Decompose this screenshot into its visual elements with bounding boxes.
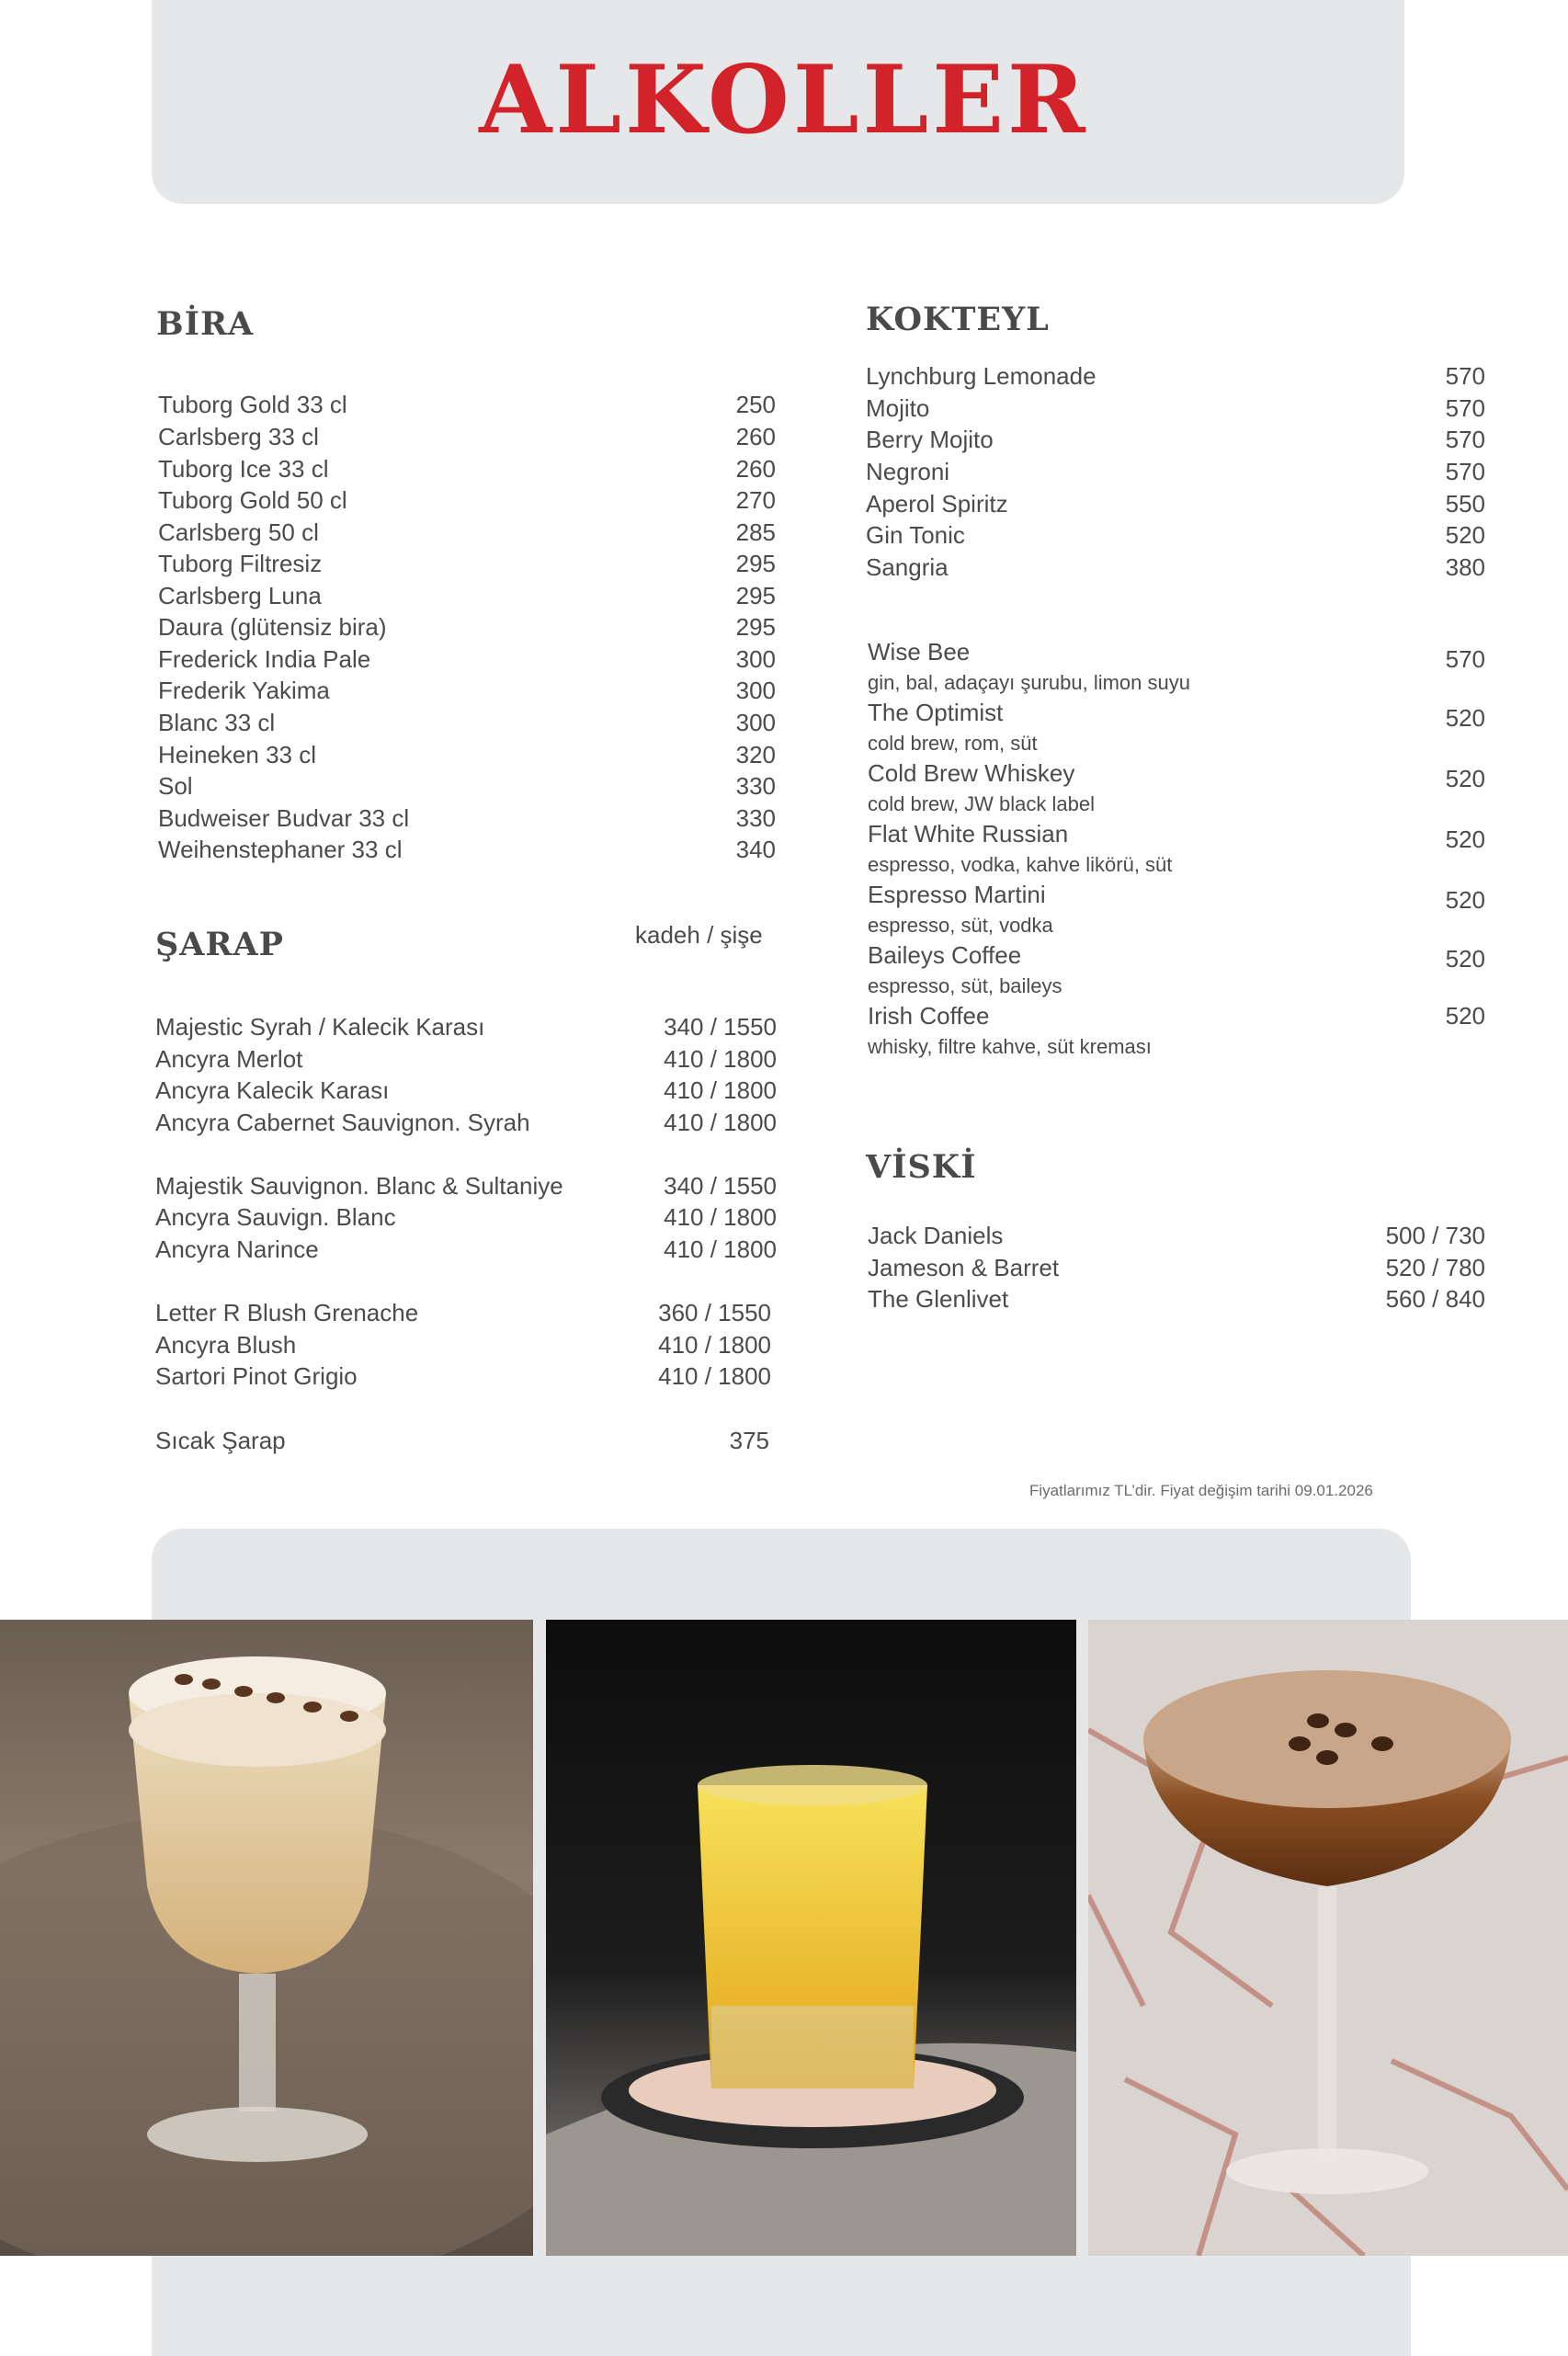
- item-name: Frederick India Pale: [158, 645, 371, 673]
- list-item: [158, 552, 776, 575]
- item-price: 375: [729, 1427, 769, 1454]
- kokteyl-section-title: KOKTEYL: [866, 301, 1050, 338]
- list-item: [158, 806, 776, 830]
- item-name: Ancyra Cabernet Sauvignon. Syrah: [155, 1109, 530, 1136]
- item-price: 560 / 840: [1385, 1285, 1485, 1313]
- item-price: 320: [735, 741, 776, 768]
- item-price: 570: [1445, 394, 1485, 422]
- list-item: [155, 1301, 771, 1325]
- item-name: Aperol Spiritz: [866, 490, 1008, 518]
- item-price: 295: [735, 613, 776, 641]
- list-item: [868, 638, 1485, 673]
- list-item: [866, 555, 1485, 579]
- item-price: 520: [1445, 704, 1485, 732]
- item-name: Sıcak Şarap: [155, 1427, 286, 1454]
- item-name: Irish Coffee: [868, 1002, 990, 1030]
- item-price: 285: [735, 518, 776, 546]
- list-item: [866, 523, 1485, 547]
- item-price: 520: [1445, 765, 1485, 792]
- list-item: [868, 1224, 1485, 1247]
- item-name: Carlsberg 50 cl: [158, 518, 319, 546]
- price-note: Fiyatlarımız TL’dir. Fiyat değişim tarihi 09.01.2026: [1029, 1482, 1373, 1499]
- list-item: [868, 1004, 1485, 1028]
- item-name: Jack Daniels: [868, 1222, 1004, 1249]
- item-name: Sartori Pinot Grigio: [155, 1362, 358, 1390]
- item-name: Ancyra Narince: [155, 1235, 319, 1263]
- item-name: Budweiser Budvar 33 cl: [158, 804, 410, 832]
- list-item: [866, 364, 1485, 388]
- list-item: [158, 743, 776, 767]
- item-price: 340 / 1550: [664, 1172, 777, 1200]
- item-name: Tuborg Ice 33 cl: [158, 455, 329, 483]
- item-price: 330: [735, 772, 776, 800]
- list-item: [158, 488, 776, 512]
- item-price: 520 / 780: [1385, 1254, 1485, 1281]
- item-price: 295: [735, 582, 776, 609]
- item-name: Gin Tonic: [866, 521, 965, 549]
- sarap-section-title: ŞARAP: [155, 926, 284, 963]
- item-name: Weihenstephaner 33 cl: [158, 836, 403, 863]
- item-price: 520: [1445, 945, 1485, 973]
- list-item: [158, 425, 776, 449]
- item-name: Daura (glütensiz bira): [158, 613, 387, 641]
- item-name: Tuborg Gold 33 cl: [158, 391, 347, 418]
- item-price: 300: [735, 677, 776, 704]
- list-item: [868, 1287, 1485, 1311]
- item-price: 520: [1445, 886, 1485, 914]
- item-description: cold brew, JW black label: [868, 792, 1095, 815]
- item-name: Lynchburg Lemonade: [866, 362, 1096, 390]
- item-price: 570: [1445, 362, 1485, 390]
- page-title: ALKOLLER: [479, 45, 1089, 155]
- item-name: Ancyra Blush: [155, 1331, 297, 1359]
- item-price: 570: [1445, 426, 1485, 453]
- item-price: 295: [735, 550, 776, 577]
- item-price: 550: [1445, 490, 1485, 518]
- list-item: [868, 881, 1485, 914]
- list-item: [155, 1078, 777, 1102]
- item-price: 570: [1445, 458, 1485, 485]
- item-name: Blanc 33 cl: [158, 709, 276, 736]
- item-price: 520: [1445, 825, 1485, 853]
- viski-section-title: VİSKİ: [866, 1148, 977, 1186]
- item-price: 300: [735, 709, 776, 736]
- item-name: Majestic Syrah / Kalecik Karası: [155, 1013, 485, 1041]
- list-item: [155, 1333, 771, 1357]
- item-name: Carlsberg Luna: [158, 582, 322, 609]
- item-price: 410 / 1800: [664, 1203, 777, 1231]
- item-name: The Glenlivet: [868, 1285, 1009, 1313]
- list-item: [155, 1047, 777, 1071]
- sarap-column-header: kadeh / şişe: [635, 921, 763, 949]
- list-item: [155, 1364, 771, 1388]
- item-name: Espresso Martini: [868, 881, 1046, 908]
- item-name: Cold Brew Whiskey: [868, 759, 1075, 787]
- list-item: [866, 492, 1485, 516]
- list-item: [158, 647, 776, 671]
- item-price: 410 / 1800: [664, 1045, 777, 1073]
- item-description: espresso, süt, vodka: [868, 914, 1053, 937]
- list-item: [158, 393, 776, 416]
- list-item: [868, 759, 1485, 792]
- item-name: Letter R Blush Grenache: [155, 1299, 419, 1326]
- item-name: Tuborg Gold 50 cl: [158, 486, 347, 514]
- item-description: gin, bal, adaçayı şurubu, limon suyu: [868, 671, 1190, 694]
- list-item: [158, 837, 776, 861]
- list-item: [155, 1237, 777, 1261]
- list-item: [868, 941, 1485, 973]
- item-description: espresso, süt, baileys: [868, 974, 1062, 997]
- item-name: Ancyra Sauvign. Blanc: [155, 1203, 396, 1231]
- item-price: 380: [1445, 553, 1485, 581]
- item-name: Carlsberg 33 cl: [158, 423, 319, 450]
- list-item: [868, 699, 1485, 732]
- item-price: 570: [1445, 645, 1485, 673]
- item-name: Baileys Coffee: [868, 941, 1022, 969]
- list-item: [158, 774, 776, 798]
- item-name: Ancyra Merlot: [155, 1045, 303, 1073]
- item-name: Berry Mojito: [866, 426, 994, 453]
- item-price: 300: [735, 645, 776, 673]
- bira-section-title: BİRA: [156, 305, 255, 343]
- list-item: [866, 460, 1485, 484]
- list-item: [158, 711, 776, 734]
- list-item: [155, 1174, 777, 1198]
- yellow-cocktail-photo: [546, 1620, 1076, 2256]
- item-name: The Optimist: [868, 699, 1004, 726]
- item-price: 340 / 1550: [664, 1013, 777, 1041]
- item-name: Sangria: [866, 553, 949, 581]
- item-name: Sol: [158, 772, 193, 800]
- item-price: 330: [735, 804, 776, 832]
- item-price: 360 / 1550: [658, 1299, 771, 1326]
- item-description: espresso, vodka, kahve likörü, süt: [868, 853, 1173, 876]
- list-item: [155, 1205, 777, 1229]
- list-item: [868, 820, 1485, 853]
- item-price: 340: [735, 836, 776, 863]
- item-price: 500 / 730: [1385, 1222, 1485, 1249]
- item-name: Ancyra Kalecik Karası: [155, 1076, 390, 1104]
- item-price: 410 / 1800: [658, 1331, 771, 1359]
- item-name: Heineken 33 cl: [158, 741, 316, 768]
- list-item: [158, 520, 776, 544]
- item-description: whisky, filtre kahve, süt kreması: [868, 1035, 1152, 1058]
- whiskey-sour-photo: [0, 1620, 533, 2256]
- item-description: cold brew, rom, süt: [868, 732, 1038, 755]
- list-item: [155, 1428, 769, 1452]
- item-price: 410 / 1800: [664, 1076, 777, 1104]
- item-price: 410 / 1800: [664, 1109, 777, 1136]
- item-name: Jameson & Barret: [868, 1254, 1060, 1281]
- list-item: [155, 1015, 777, 1039]
- item-name: Wise Bee: [868, 638, 971, 666]
- list-item: [866, 427, 1485, 451]
- item-price: 250: [735, 391, 776, 418]
- item-price: 410 / 1800: [664, 1235, 777, 1263]
- list-item: [155, 1110, 777, 1134]
- list-item: [158, 584, 776, 608]
- item-name: Mojito: [866, 394, 930, 422]
- list-item: [866, 396, 1485, 420]
- list-item: [868, 1256, 1485, 1280]
- item-name: Frederik Yakima: [158, 677, 330, 704]
- item-name: Majestik Sauvignon. Blanc & Sultaniye: [155, 1172, 563, 1200]
- item-name: Tuborg Filtresiz: [158, 550, 323, 577]
- item-name: Negroni: [866, 458, 950, 485]
- item-price: 270: [735, 486, 776, 514]
- item-price: 520: [1445, 521, 1485, 549]
- item-price: 410 / 1800: [658, 1362, 771, 1390]
- item-price: 520: [1445, 1002, 1485, 1030]
- item-price: 260: [735, 423, 776, 450]
- espresso-martini-photo: [1088, 1620, 1568, 2256]
- list-item: [158, 615, 776, 639]
- item-name: Flat White Russian: [868, 820, 1069, 848]
- item-price: 260: [735, 455, 776, 483]
- list-item: [158, 678, 776, 702]
- list-item: [158, 457, 776, 481]
